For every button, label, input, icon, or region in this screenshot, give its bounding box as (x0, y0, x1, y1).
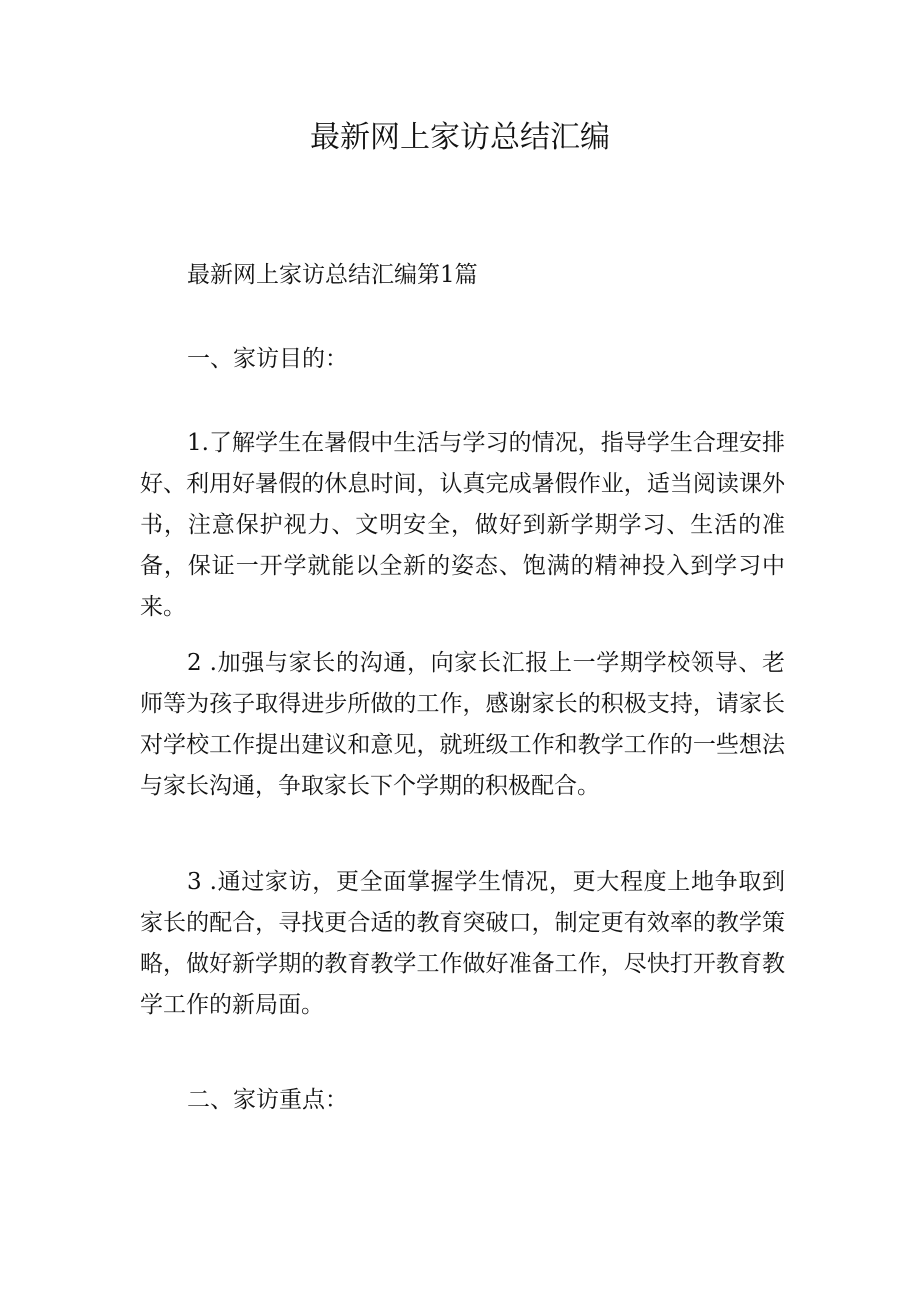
document-title: 最新网上家访总结汇编 (310, 120, 610, 155)
section-heading-focus: 二、家访重点： (187, 1087, 348, 1113)
paragraph-purpose-3: 3 .通过家访，更全面掌握学生情况，更大程度上地争取到家长的配合，寻找更合适的教育突破口，制定更有效率的教学策略，做好新学期的教育教学工作做好准备工作，尽快打开教育教学工作的新局面。 (140, 869, 785, 1018)
document-subtitle: 最新网上家访总结汇编第1篇 (187, 262, 478, 288)
paragraph-purpose-2: 2 .加强与家长的沟通，向家长汇报上一学期学校领导、老师等为孩子取得进步所做的工作，感谢家长的积极支持，请家长对学校工作提出建议和意见，就班级工作和教学工作的一些想法与家长沟通，争取家长下个学期的积极配合。 (140, 650, 785, 799)
paragraph-purpose-1: 1.了解学生在暑假中生活与学习的情况，指导学生合理安排好、利用好暑假的休息时间，认真完成暑假作业，适当阅读课外书，注意保护视力、文明安全，做好到新学期学习、生活的准备，保证一开学就能以全新的姿态、饱满的精神投入到学习中来。 (140, 430, 785, 620)
section-heading-purpose: 一、家访目的： (187, 346, 348, 372)
